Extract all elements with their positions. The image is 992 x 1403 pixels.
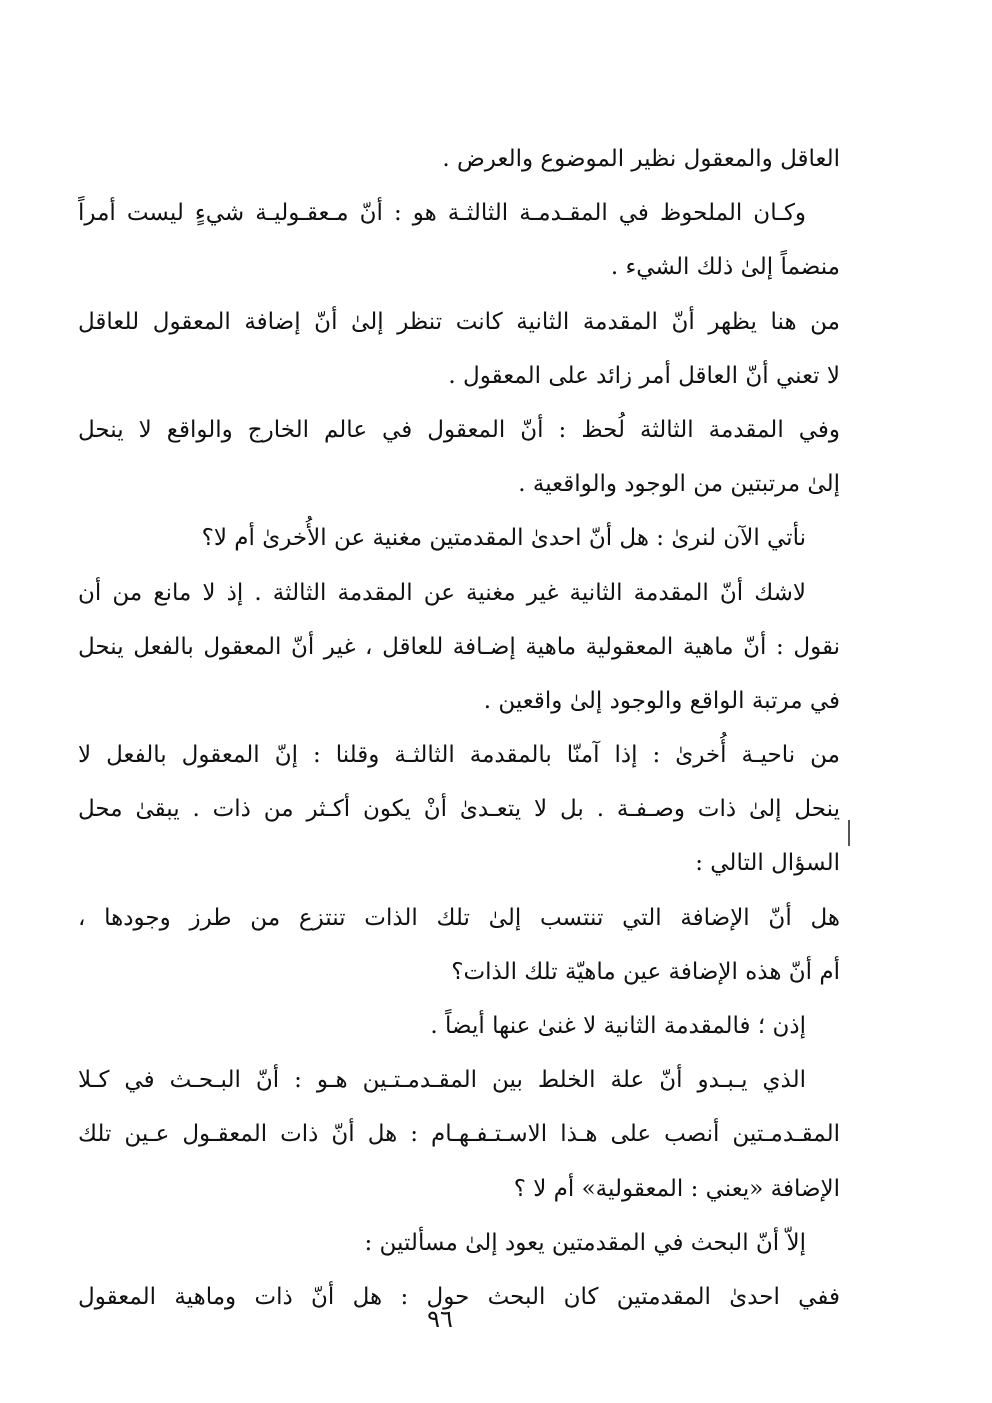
text-line: العاقل والمعقول نظير الموضوع والعرض . [442,146,840,172]
text-line: لا تعني أنّ العاقل أمر زائد على المعقول . [448,362,840,389]
text-line: وكـان الملحوظ في المقـدمـة الثالثـة هو : أنّ مـعقـوليـة شيءٍ ليست أمراً [78,200,806,227]
text-line: الذي يـبـدو أنّ علة الخلط بين المقـدمـتـين هـو : أنّ البـحـث في كـلا [78,1067,806,1094]
text-line: لاشك أنّ المقدمة الثانية غير مغنية عن المقدمة الثالثة . إذ لا مانع من أن [78,579,806,606]
text-line: ففي احدىٰ المقدمتين كان البحث حول : هل أنّ ذات وماهية المعقول [78,1283,840,1310]
text-line: أم أنّ هذه الإضافة عين ماهيّة تلك الذات؟ [451,958,840,985]
text-line: ينحل إلىٰ ذات وصـفـة . بل لا يتعـدىٰ أنْ يكون أكـثر من ذات . يبقىٰ محل [78,796,840,823]
text-line: المقـدمـتين أنصب على هـذا الاسـتـفـهـام : هل أنّ ذات المعقـول عـين تلك [78,1121,840,1148]
text-line: وفي المقدمة الثالثة لُحظ : أنّ المعقول في عالم الخارج والواقع لا ينحل [78,416,840,443]
text-line: إلىٰ مرتبتين من الوجود والواقعية . [518,471,840,498]
text-line: من ناحيـة أُخرىٰ : إذا آمنّا بالمقدمة الثالثـة وقلنا : إنّ المعقول بالفعل لا [78,742,840,769]
text-line: نقول : أنّ ماهية المعقولية ماهية إضـافة للعاقل ، غير أنّ المعقول بالفعل ينحل [78,633,840,660]
text-line: الإضافة «يعني : المعقولية» أم لا ؟ [513,1175,840,1202]
text-line: هل أنّ الإضافة التي تنتسب إلىٰ تلك الذات تنتزع من طرز وجودها ، [78,904,840,931]
margin-mark [848,820,850,846]
body-text [78,132,840,1324]
page-number: ٩٦ [427,1305,453,1333]
text-line: إلاّ أنّ البحث في المقدمتين يعود إلىٰ مسألتين : [364,1229,806,1256]
text-line: إذن ؛ فالمقدمة الثانية لا غنىٰ عنها أيضاً . [430,1013,806,1039]
text-line: نأتي الآن لنرىٰ : هل أنّ احدىٰ المقدمتين مغنية عن الأُخرىٰ أم لا؟ [201,525,806,552]
text-line: منضماً إلىٰ ذلك الشيء . [610,254,840,281]
text-line: في مرتبة الواقع والوجود إلىٰ واقعين . [483,687,840,714]
text-line: السؤال التالي : [695,850,840,877]
text-line: من هنا يظهر أنّ المقدمة الثانية كانت تنظر إلىٰ أنّ إضافة المعقول للعاقل [78,308,840,335]
